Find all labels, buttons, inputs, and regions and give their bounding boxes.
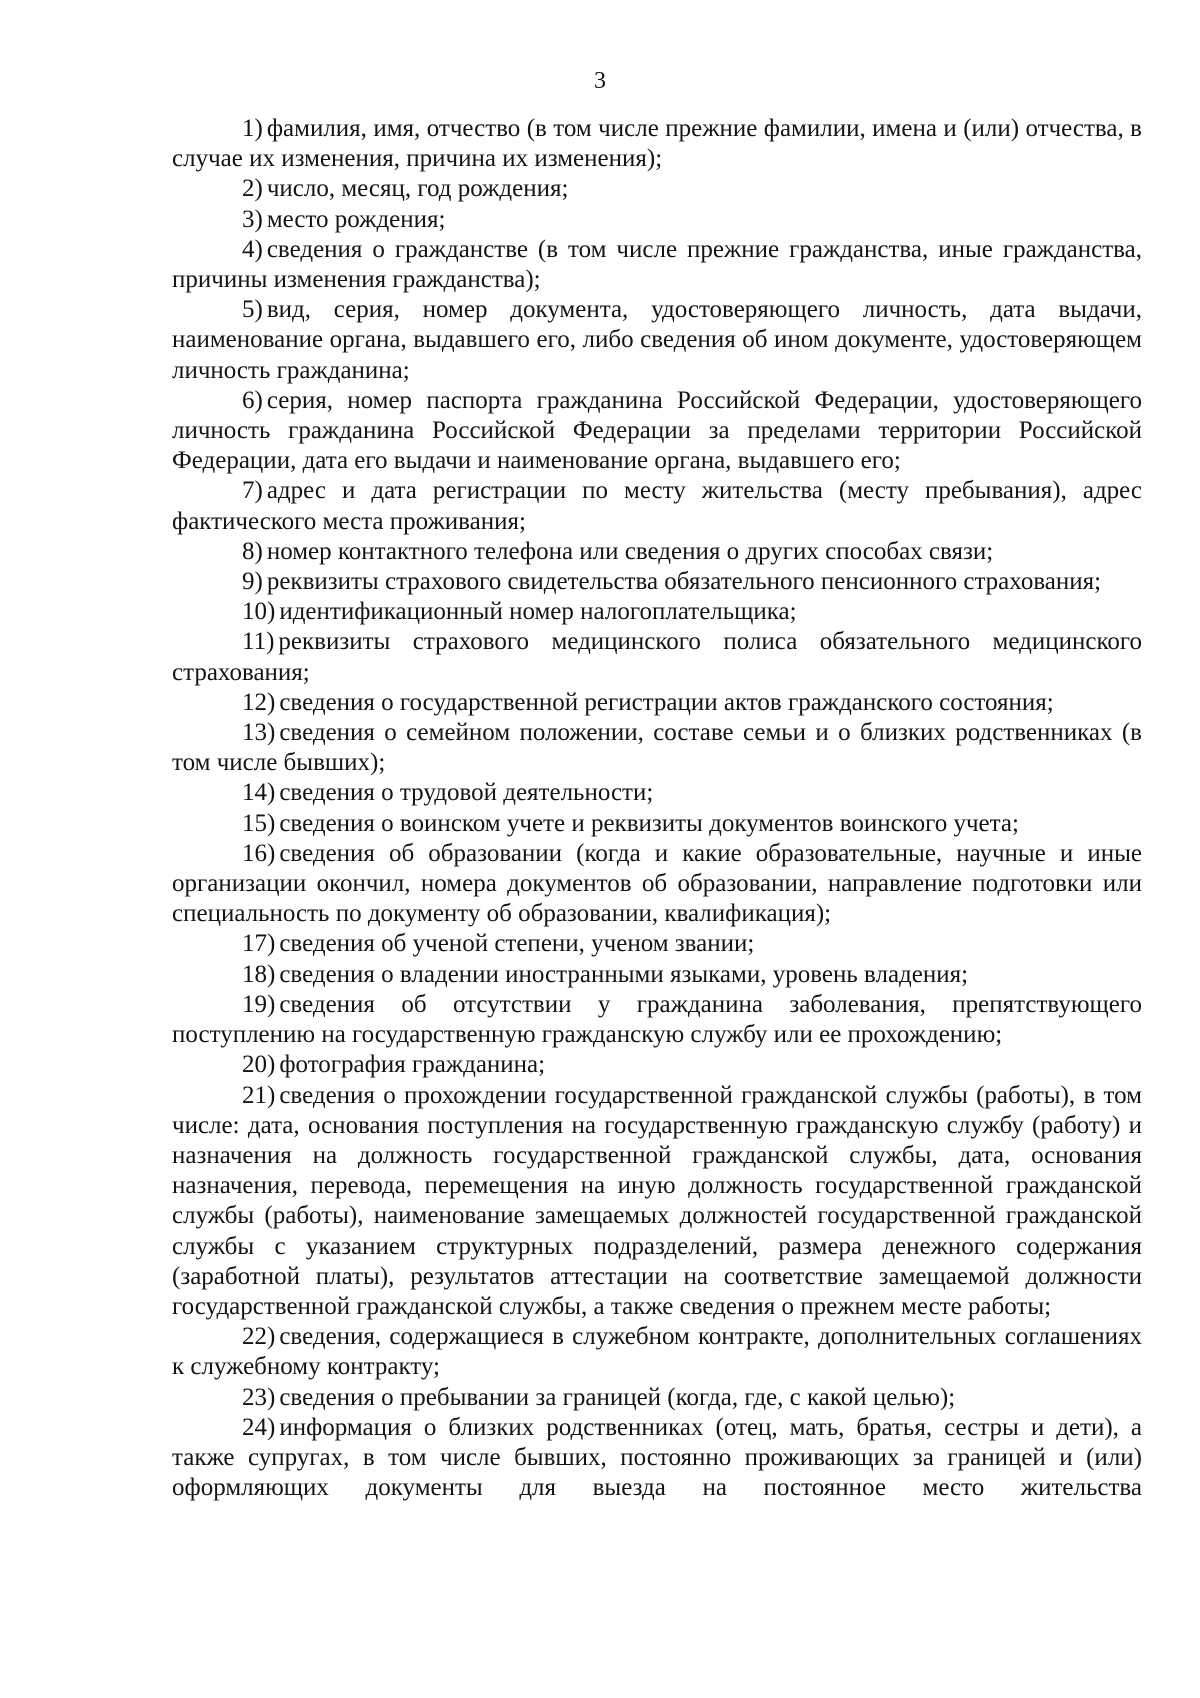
list-item-13 bbox=[172, 718, 1142, 778]
page-number: 3 bbox=[594, 68, 606, 94]
item-number: 3) bbox=[242, 205, 263, 233]
list-item-11 bbox=[172, 627, 1142, 687]
item-number: 16) bbox=[242, 839, 276, 867]
item-text: сведения, содержащиеся в служебном контракте, дополнительных соглашениях к служебному контракту; bbox=[172, 1323, 1142, 1381]
item-text: идентификационный номер налогоплательщика; bbox=[279, 598, 797, 626]
item-text: сведения об отсутствии у гражданина заболевания, препятствующего поступлению на государственную гражданскую службу или ее прохождению; bbox=[172, 990, 1142, 1049]
list-item-15 bbox=[172, 809, 1142, 839]
item-text: информация о близких родственниках (отец, мать, братья, сестры и дети), а также супругах, в том числе бывших, постоянно проживающих за границей и (или) оформляющих документы для выезда на постоянное место жительства bbox=[172, 1413, 1142, 1502]
item-text: реквизиты страхового медицинского полиса обязательного медицинского страхования; bbox=[172, 628, 1142, 686]
item-text: сведения о государственной регистрации актов гражданского состояния; bbox=[279, 688, 1054, 716]
list-item-23 bbox=[172, 1383, 1142, 1413]
item-text: фамилия, имя, отчество (в том числе прежние фамилии, имена и (или) отчества, в случае их изменения, причина их изменения); bbox=[172, 115, 1142, 173]
list-item-4 bbox=[172, 235, 1142, 295]
item-number: 20) bbox=[242, 1051, 276, 1079]
item-text: сведения о владении иностранными языками, уровень владения; bbox=[279, 960, 969, 988]
list-item-8 bbox=[172, 537, 1142, 567]
list-item-24 bbox=[172, 1413, 1142, 1504]
item-number: 1) bbox=[242, 115, 263, 142]
item-text: сведения об ученой степени, ученом звании; bbox=[279, 930, 755, 958]
item-text: сведения о трудовой деятельности; bbox=[279, 779, 654, 807]
item-number: 9) bbox=[242, 568, 263, 596]
item-number: 6) bbox=[242, 386, 263, 414]
item-number: 11) bbox=[242, 628, 275, 656]
list-item-3 bbox=[172, 205, 1142, 235]
item-text: номер контактного телефона или сведения о других способах связи; bbox=[266, 537, 994, 565]
list-item-17 bbox=[172, 929, 1142, 959]
item-text: сведения о пребывании за границей (когда, где, с какой целью); bbox=[279, 1383, 956, 1411]
list-item-22 bbox=[172, 1322, 1142, 1382]
item-number: 23) bbox=[242, 1383, 276, 1411]
item-text: место рождения; bbox=[266, 205, 446, 233]
item-number: 4) bbox=[242, 235, 263, 263]
list-item-16 bbox=[172, 839, 1142, 930]
item-number: 14) bbox=[242, 779, 276, 807]
item-number: 2) bbox=[242, 175, 263, 203]
list-item-14 bbox=[172, 778, 1142, 808]
item-number: 22) bbox=[242, 1323, 276, 1351]
item-number: 12) bbox=[242, 688, 276, 716]
list-item-7 bbox=[172, 476, 1142, 536]
list-item-21 bbox=[172, 1081, 1142, 1323]
list-item-19 bbox=[172, 990, 1142, 1050]
item-number: 24) bbox=[242, 1413, 276, 1441]
item-text: адрес и дата регистрации по месту жительства (месту пребывания), адрес фактического места проживания; bbox=[172, 477, 1142, 535]
list-item-12 bbox=[172, 688, 1142, 718]
item-number: 19) bbox=[242, 990, 276, 1018]
item-number: 8) bbox=[242, 537, 263, 565]
item-number: 17) bbox=[242, 930, 276, 958]
item-number: 13) bbox=[242, 719, 276, 747]
item-text: сведения о прохождении государственной гражданской службы (работы), в том числе: дата, основания поступления на государственную гражданскую службу (работу) и назначения на должность государственной гражданской службы, дата, основания назначения, перевода, перемещения на иную должность государственной гражданской службы (работы), наименование замещаемых должностей государственной гражданской службы с указанием структурных подразделений, размера денежного содержания (заработной платы), результатов аттестации на соответствие замещаемой должности государственной гражданской службы, а также сведения о прежнем месте работы; bbox=[172, 1081, 1142, 1320]
list-item-18 bbox=[172, 960, 1142, 990]
list-item-5 bbox=[172, 295, 1142, 386]
item-text: сведения о семейном положении, составе семьи и о близких родственниках (в том числе бывших); bbox=[172, 719, 1142, 777]
item-text: сведения об образовании (когда и какие образовательные, научные и иные организации окончил, номера документов об образовании, направление подготовки или специальность по документу об образовании, квалификация); bbox=[172, 839, 1142, 928]
item-text: серия, номер паспорта гражданина Российской Федерации, удостоверяющего личность гражданина Российской Федерации за пределами территории Российской Федерации, дата его выдачи и наименование органа, выдавшего его; bbox=[172, 386, 1142, 475]
item-text: реквизиты страхового свидетельства обязательного пенсионного страхования; bbox=[266, 568, 1102, 596]
item-text: фотография гражданина; bbox=[279, 1051, 546, 1079]
item-text: вид, серия, номер документа, удостоверяющего личность, дата выдачи, наименование органа, выдавшего его, либо сведения об ином документе, удостоверяющем личность гражданина; bbox=[172, 296, 1142, 384]
item-number: 18) bbox=[242, 960, 276, 988]
list-item-2 bbox=[172, 174, 1142, 204]
document-body bbox=[172, 114, 1142, 1503]
item-number: 21) bbox=[242, 1081, 276, 1109]
item-text: число, месяц, год рождения; bbox=[266, 175, 569, 203]
list-item-10 bbox=[172, 597, 1142, 627]
item-number: 10) bbox=[242, 598, 276, 626]
list-item-9 bbox=[172, 567, 1142, 597]
list-item-6 bbox=[172, 386, 1142, 477]
list-item-20 bbox=[172, 1050, 1142, 1080]
item-number: 5) bbox=[242, 296, 263, 324]
list-item-1 bbox=[172, 114, 1142, 174]
item-number: 7) bbox=[242, 477, 263, 505]
item-number: 15) bbox=[242, 809, 276, 837]
item-text: сведения о воинском учете и реквизиты документов воинского учета; bbox=[279, 809, 1019, 837]
item-text: сведения о гражданстве (в том числе прежние гражданства, иные гражданства, причины изменения гражданства); bbox=[172, 235, 1142, 294]
